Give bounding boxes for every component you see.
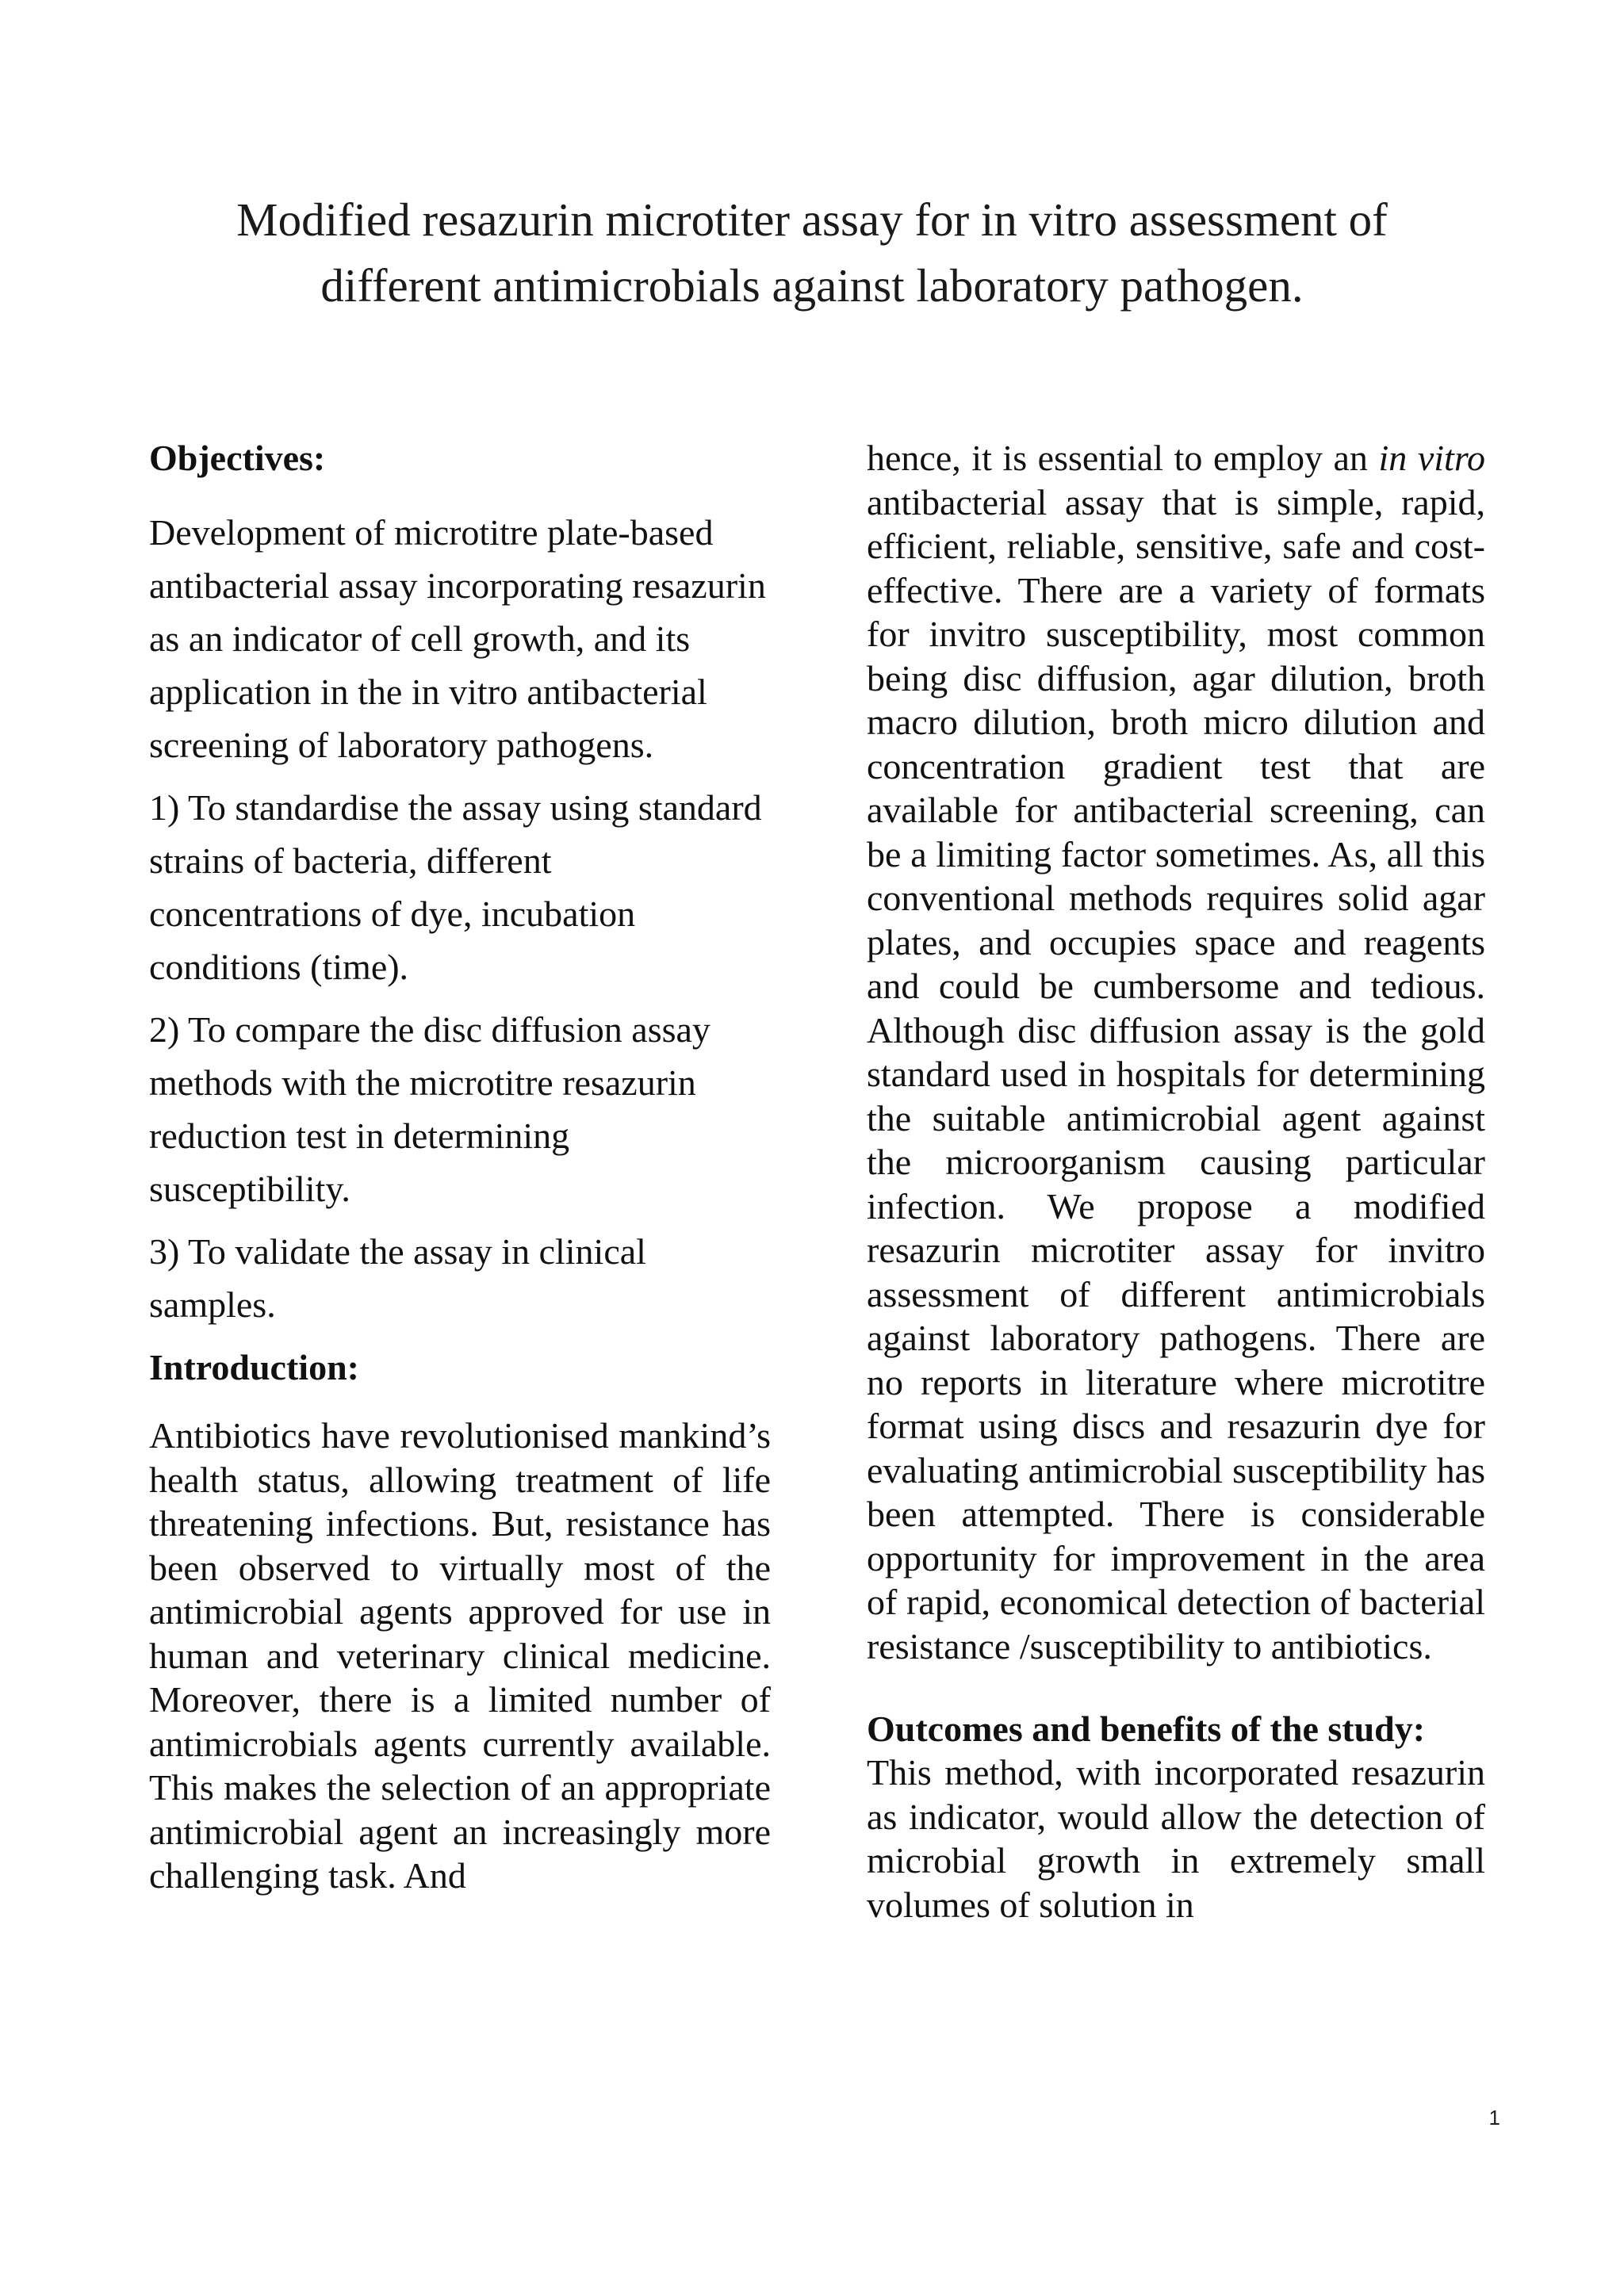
objectives-development-paragraph: Development of microtitre plate-based antibacterial assay incorporating resazurin as an indicator of cell growth, and its application in the in vitro antibacterial screening of laboratory pathogens. — [149, 512, 766, 765]
objective-item-1: 1) To standardise the assay using standard strains of bacteria, different concentrations of dye, incubation conditions (time). — [149, 787, 762, 987]
introduction-heading: Introduction: — [149, 1347, 359, 1387]
title-line-2: different antimicrobials against laboratory pathogen. — [320, 259, 1304, 312]
intro-continued-text: hence, it is essential to employ an — [867, 438, 1368, 478]
title-line-1: Modified resazurin microtiter assay for in vitro assessment of — [236, 193, 1388, 246]
outcomes-paragraph: This method, with incorporated resazurin as indicator, would allow the detection of microbial growth in extremely small volumes of solution in — [867, 1752, 1485, 1925]
in-vitro-italic: in vitro — [1378, 438, 1486, 478]
intro-continued-text-rest: antibacterial assay that is simple, rapid, efficient, reliable, sensitive, safe and cost-effective. There are a variety of formats for invitro susceptibility, most common being disc diffusion, agar dilution, broth macro dilution, broth micro dilution and concentration gradient test that are available for antibacterial screening, can be a limiting factor sometimes. As, all this conventional methods requires solid agar plates, and occupies space and reagents and could be cumbersome and tedious. Although disc diffusion assay is the gold standard used in hospitals for determining the suitable antimicrobial agent against the microorganism causing particular infection. We propose a modified resazurin microtiter assay for invitro assessment of different antimicrobials against laboratory pathogens. There are no reports in literature where microtitre format using discs and resazurin dye for evaluating antimicrobial susceptibility has been attempted. There is considerable opportunity for improvement in the area of rapid, economical detection of bacterial resistance /susceptibility to antibiotics. — [867, 481, 1485, 1667]
right-column — [867, 436, 1485, 1927]
page-title — [159, 187, 1465, 319]
objective-item-2: 2) To compare the disc diffusion assay methods with the microtitre resazurin reduction test in determining susceptibility. — [149, 1009, 710, 1209]
page-number: 1 — [1488, 2106, 1500, 2130]
introduction-paragraph-part-1: Antibiotics have revolutionised mankind’s health status, allowing treatment of life threatening infections. But, resistance has been observed to virtually most of the antimicrobial agents approved for use in human and veterinary clinical medicine. Moreover, there is a limited number of antimicrobials agents currently available. This makes the selection of an appropriate antimicrobial agent an increasingly more challenging task. And — [149, 1415, 771, 1896]
left-column — [149, 434, 771, 1898]
objectives-heading: Objectives: — [149, 438, 326, 478]
introduction-paragraph-part-2 — [867, 436, 1485, 1668]
outcomes-heading: Outcomes and benefits of the study: — [867, 1709, 1426, 1749]
objective-item-3: 3) To validate the assay in clinical samples. — [149, 1231, 646, 1325]
